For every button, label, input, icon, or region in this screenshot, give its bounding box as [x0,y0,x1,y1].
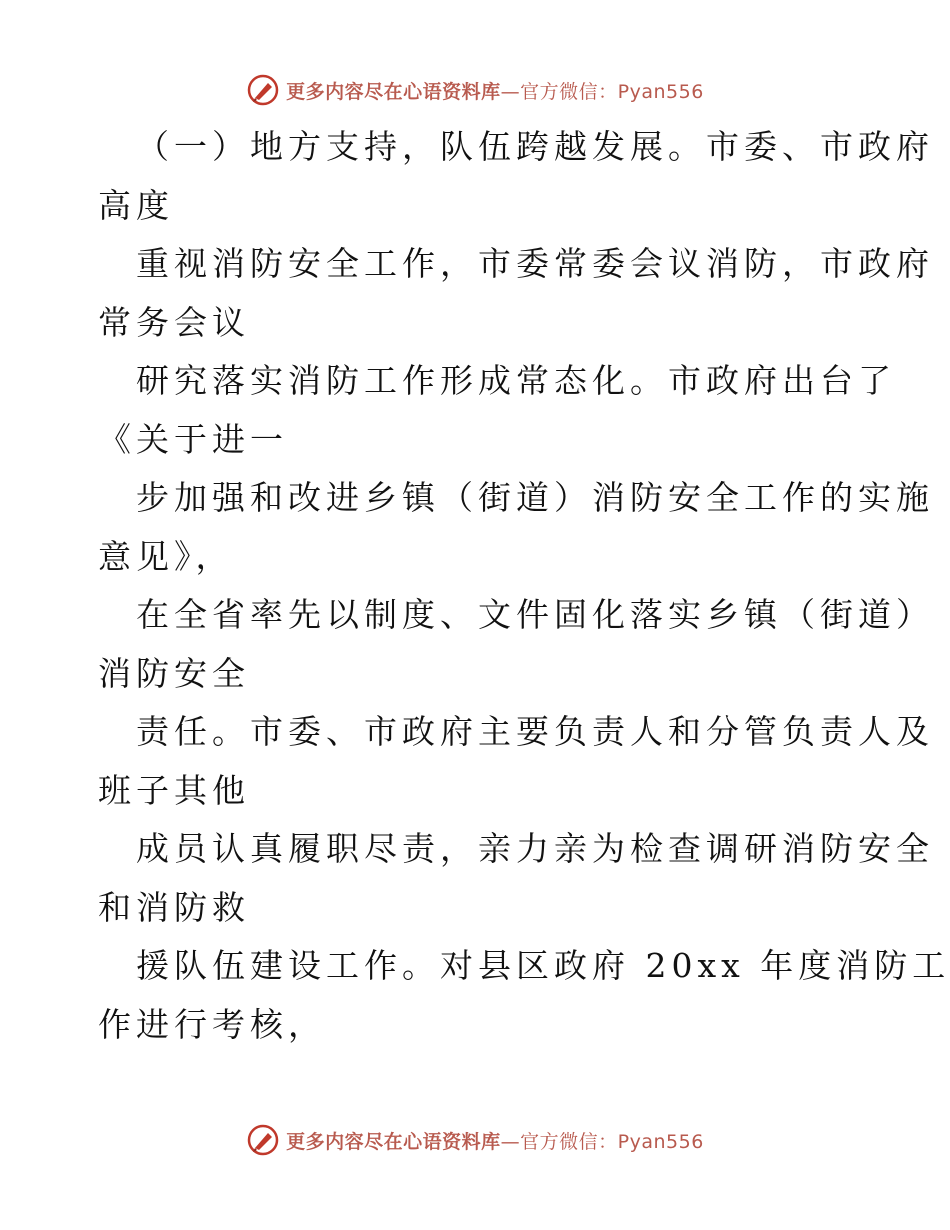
header-banner-suffix: —官方微信：Pyan556 [500,80,704,103]
body-line: 和消防救 [98,887,250,927]
body-line: 责任。市委、市政府主要负责人和分管负责人及 [136,712,934,751]
body-line: 消防安全 [98,653,250,693]
pen-logo-icon [246,73,280,107]
body-line: 常务会议 [98,302,250,342]
body-line: 作进行考核， [98,1004,326,1044]
body-line: 高度 [98,185,174,225]
footer-banner-text [286,1127,704,1154]
body-line: （一）地方支持，队伍跨越发展。市委、市政府 [136,127,934,166]
footer-banner [0,1120,950,1160]
pen-logo-icon [246,1123,280,1157]
footer-banner-main: 更多内容尽在心语资料库 [286,1130,501,1153]
body-line: 班子其他 [98,770,250,810]
body-line: 重视消防安全工作，市委常委会议消防，市政府 [136,244,934,283]
footer-banner-suffix: —官方微信：Pyan556 [500,1130,704,1153]
body-line: 成员认真履职尽责，亲力亲为检查调研消防安全 [136,829,934,868]
body-line: 意见》， [98,536,234,576]
header-banner-text [286,77,704,104]
body-line: 在全省率先以制度、文件固化落实乡镇（街道） [136,595,934,634]
header-banner [0,70,950,110]
body-line: 研究落实消防工作形成常态化。市政府出台了 [136,361,896,400]
body-line: 《关于进一 [98,419,288,459]
header-banner-main: 更多内容尽在心语资料库 [286,80,501,103]
body-line: 步加强和改进乡镇（街道）消防安全工作的实施 [136,478,934,517]
document-body [98,118,950,1054]
body-line: 援队伍建设工作。对县区政府 20xx 年度消防工 [136,946,950,985]
